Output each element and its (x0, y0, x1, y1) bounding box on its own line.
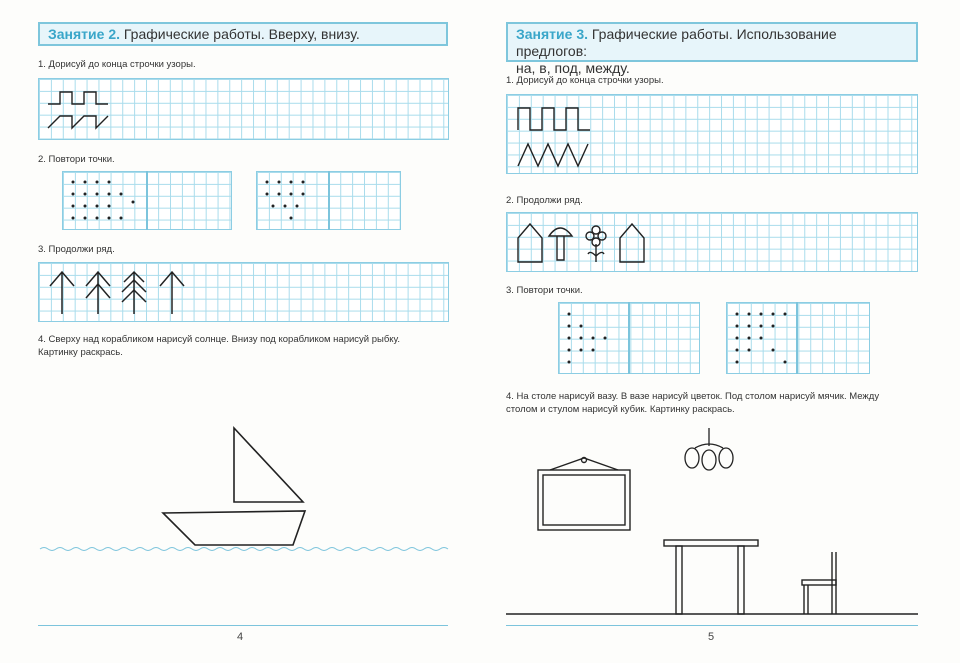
lesson-3-title-line-1: Графические работы. Использование предлогов: (516, 26, 837, 59)
left-task-2: 2. Повтори точки. (38, 154, 115, 165)
left-task-4-line-1: 4. Сверху над корабликом нарисуй солнце. Внизу под корабликом нарисуй рыбку. (38, 334, 400, 345)
right-page (480, 0, 960, 663)
chandelier (685, 428, 733, 470)
room-drawing (480, 0, 960, 663)
left-task-3: 3. Продолжи ряд. (38, 244, 115, 255)
right-footer-line (506, 625, 918, 626)
left-footer-line (38, 625, 448, 626)
table (664, 540, 758, 614)
picture-frame (538, 458, 630, 531)
right-task-4-line-2: столом и стулом нарисуй кубик. Картинку раскрась. (506, 404, 735, 415)
lesson-2-title: Графические работы. Вверху, внизу. (123, 26, 360, 42)
left-task-1: 1. Дорисуй до конца строчки узоры. (38, 59, 196, 70)
left-task-4-line-2: Картинку раскрась. (38, 347, 123, 358)
lesson-2-label: Занятие 2. (48, 26, 120, 42)
water-waves (40, 548, 448, 551)
right-task-3: 3. Повтори точки. (506, 285, 583, 296)
right-page-number: 5 (708, 631, 715, 643)
boat-hull (163, 511, 305, 545)
right-task-1: 1. Дорисуй до конца строчки узоры. (506, 75, 664, 86)
lesson-3-label: Занятие 3. (516, 26, 588, 42)
right-task-2: 2. Продолжи ряд. (506, 195, 583, 206)
right-task-4-line-1: 4. На столе нарисуй вазу. В вазе нарисуй цветок. Под столом нарисуй мячик. Между (506, 391, 880, 402)
lesson-3-title-line-2: на, в, под, между. (516, 60, 630, 76)
chair (802, 552, 836, 614)
left-page-number: 4 (237, 631, 244, 643)
sail (234, 428, 303, 502)
